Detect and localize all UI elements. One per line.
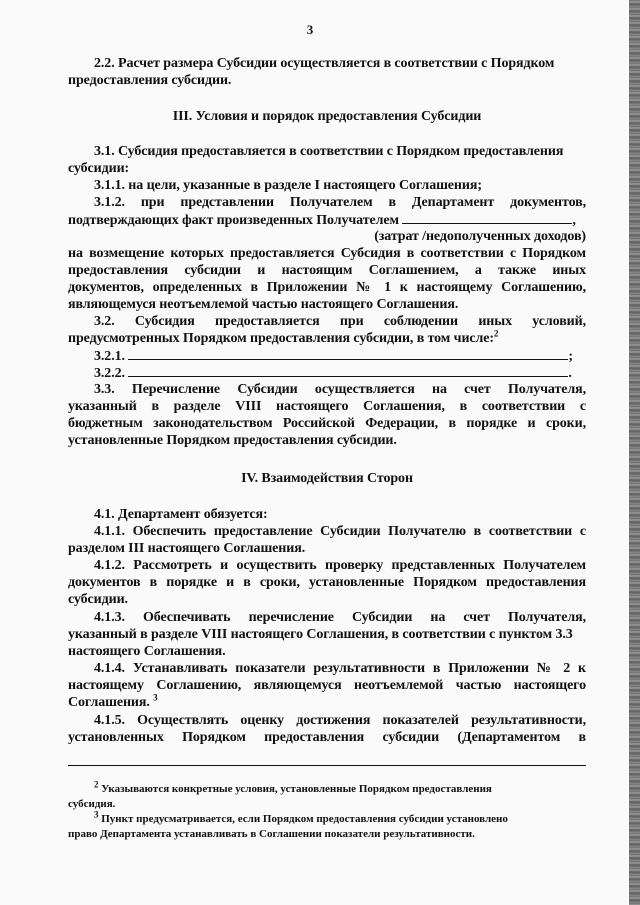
footnote-2-text: Указываются конкретные условия, установленные Порядком предоставления <box>101 783 492 795</box>
para-4-1: 4.1. Департамент обязуется: <box>94 507 268 522</box>
footnote-separator <box>68 765 586 766</box>
scan-edge <box>629 0 640 905</box>
para-4-1-4-line2: настоящему Соглашению, являющемуся неотъемлемой частью настоящего <box>68 678 586 693</box>
page-number: 3 <box>306 22 314 37</box>
para-3-2-2-end: . <box>568 366 572 381</box>
footnote-3-text: Пункт предусматривается, если Порядком предоставления субсидии установлено <box>101 813 508 825</box>
para-4-1-5-line1: 4.1.5. Осуществлять оценку достижения показателей результативности, <box>94 713 586 728</box>
para-4-1-4-line1: 4.1.4. Устанавливать показатели результативности в Приложении № 2 к <box>94 661 586 676</box>
footnote-2-mark: 2 <box>94 779 99 790</box>
para-3-2-2-label: 3.2.2. <box>94 366 125 381</box>
section-heading-3: III. Условия и порядок предоставления Субсидии <box>172 109 482 124</box>
para-4-1-2-line1: 4.1.2. Рассмотреть и осуществить проверку представленных Получателем <box>94 558 586 573</box>
para-3-1-2-text: подтверждающих факт произведенных Получателем <box>68 213 399 228</box>
para-3-3-line3: бюджетным законодательством Российской Федерации, в порядке и сроки, <box>68 416 586 431</box>
para-3-2-1-end: ; <box>568 349 573 364</box>
para-3-1-2-line2 <box>68 211 586 229</box>
para-3-1-line2: субсидии: <box>68 161 130 176</box>
para-3-1-2-line4: на возмещение которых предоставляется Субсидия в соответствии с Порядком <box>68 246 586 261</box>
para-3-1-2-line7: являющемуся неотъемлемой частью настоящего Соглашения. <box>68 297 459 312</box>
para-4-1-3-line3: настоящего Соглашения. <box>68 644 226 659</box>
para-3-1-line1: 3.1. Субсидия предоставляется в соответствии с Порядком предоставления <box>94 144 564 159</box>
para-4-1-1-line1: 4.1.1. Обеспечить предоставление Субсидии Получателю в соответствии с <box>94 524 586 539</box>
para-4-1-1-line2: разделом III настоящего Соглашения. <box>68 541 306 556</box>
footnote-2-line2: субсидия. <box>68 798 116 810</box>
para-3-2-line2 <box>68 330 586 347</box>
footnote-3-mark: 3 <box>94 809 99 820</box>
footnote-ref-3: 3 <box>153 692 158 703</box>
para-3-2-text: предусмотренных Порядком предоставления субсидии, в том числе: <box>68 331 494 346</box>
para-3-1-2-line5: предоставления субсидии и настоящим Соглашением, а также иных <box>68 263 586 278</box>
para-3-1-2-comma: , <box>572 213 576 228</box>
para-3-2-1-label: 3.2.1. <box>94 349 125 364</box>
para-3-3-line4: установленные Порядком предоставления субсидии. <box>68 433 397 448</box>
section-heading-4: IV. Взаимодействия Сторон <box>241 471 413 486</box>
para-3-1-1: 3.1.1. на цели, указанные в разделе I настоящего Соглашения; <box>94 178 482 193</box>
footnote-ref-2: 2 <box>493 328 499 339</box>
para-4-1-4-text: Соглашения. <box>68 695 150 710</box>
blank-line-costs <box>402 211 572 224</box>
para-3-1-2-line6: документов, определенных в Приложении № 1 к настоящему Соглашению, <box>68 280 586 295</box>
para-3-2-1 <box>68 347 586 365</box>
footnote-3-line1 <box>68 809 586 827</box>
blank-line-3-2-1 <box>128 347 568 360</box>
para-4-1-2-line3: субсидии. <box>68 592 128 607</box>
para-3-1-2-line1: 3.1.2. при представлении Получателем в Департамент документов, <box>94 195 586 210</box>
para-4-1-5-line2: установленных Порядком предоставления субсидии (Департаментом в <box>68 730 586 745</box>
para-4-1-4-line3 <box>68 694 586 711</box>
para-4-1-3-line2: указанный в разделе VIII настоящего Соглашения, в соответствии с пунктом 3.3 <box>68 627 573 642</box>
para-4-1-2-line2: документов в порядке и в сроки, установленные Порядком предоставления <box>68 575 586 590</box>
costs-hint: (затрат /недополученных доходов) <box>374 229 586 244</box>
para-3-2-line1: 3.2. Субсидия предоставляется при соблюдении иных условий, <box>94 314 586 329</box>
blank-line-3-2-2 <box>128 364 568 377</box>
para-2-2-line2: предоставления субсидии. <box>68 73 232 88</box>
para-4-1-3-line1: 4.1.3. Обеспечивать перечисление Субсидии на счет Получателя, <box>94 610 586 625</box>
footnote-3-line2: право Департамента устанавливать в Соглашении показатели результативности. <box>68 828 475 840</box>
footnote-2-line1 <box>68 779 586 797</box>
para-3-3-line2: указанный в разделе VIII настоящего Соглашения, в соответствии с <box>68 399 586 414</box>
para-2-2-line1: 2.2. Расчет размера Субсидии осуществляется в соответствии с Порядком <box>94 56 555 71</box>
para-3-2-2 <box>68 364 586 382</box>
para-3-3-line1: 3.3. Перечисление Субсидии осуществляется на счет Получателя, <box>94 382 586 397</box>
